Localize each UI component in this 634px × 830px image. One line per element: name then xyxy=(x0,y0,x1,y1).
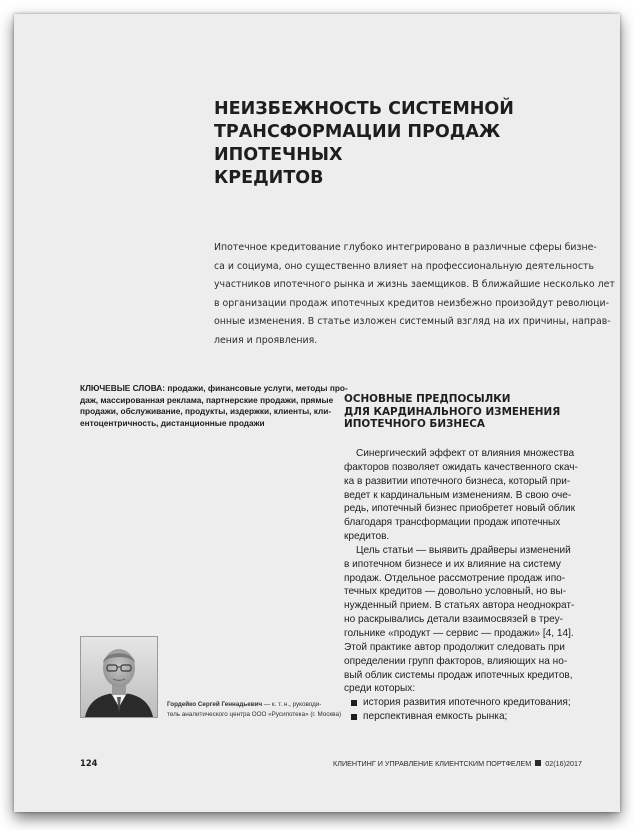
author-photo xyxy=(80,636,158,718)
paragraph-2-line: продаж. Отдельное рассмотрение продаж ипо- xyxy=(344,572,566,584)
running-footer xyxy=(333,759,582,768)
author-name: Гордейко Сергей Геннадьевич xyxy=(167,701,263,708)
article-body xyxy=(344,447,606,724)
bullet-list xyxy=(344,696,606,724)
author-caption xyxy=(167,700,342,719)
bullet-text: перспективная емкость рынка; xyxy=(363,711,508,723)
issue-number: 02(16)2017 xyxy=(545,759,582,768)
paragraph-1-line: ка в развитии ипотечного бизнеса, который при- xyxy=(344,475,571,487)
paragraph-1-line: Синергический эффект от влияния множества xyxy=(356,448,575,459)
paragraph-2-line: в ипотечном бизнесе и их влияние на систему xyxy=(344,558,561,570)
keywords-line: продажи, обслуживание, продукты, издержки, клиенты, кли- xyxy=(80,406,332,417)
lead-line: Ипотечное кредитование глубоко интегрировано в различные сферы бизне- xyxy=(214,242,597,253)
section-heading-line: ОСНОВНЫЕ ПРЕДПОСЫЛКИ xyxy=(344,393,511,405)
section-heading-line: ДЛЯ КАРДИНАЛЬНОГО ИЗМЕНЕНИЯ xyxy=(344,405,561,418)
paragraph-2-line: определении групп факторов, влияющих на но- xyxy=(344,655,568,667)
keywords-block xyxy=(80,383,348,429)
paragraph-1-line: кредитов. xyxy=(344,531,390,543)
bullet-item xyxy=(344,696,606,710)
paragraph-1-line: благодаря трансформации продаж ипотечных xyxy=(344,517,561,529)
paragraph-1-line: редь, ипотечный бизнес приобретет новый облик xyxy=(344,503,576,515)
bullet-item xyxy=(344,710,606,724)
page-number: 124 xyxy=(80,758,98,768)
square-bullet-icon xyxy=(351,714,357,720)
paragraph-2-line: Этой практике автор продолжит следовать при xyxy=(344,641,565,653)
lead-line: участников ипотечного рынка и жизнь заемщиков. В ближайшие несколько лет xyxy=(214,279,615,291)
author-caption-line xyxy=(167,700,342,710)
section-heading xyxy=(344,393,604,431)
title-line: КРЕДИТОВ xyxy=(214,168,324,188)
paragraph-2-line: среди которых: xyxy=(344,683,416,695)
paragraph-2-line: но раскрывались детали взаимосвязей в треу- xyxy=(344,614,564,626)
paragraph-2-line: Цель статьи — выявить драйверы изменений xyxy=(356,544,571,556)
lead-line: са и социума, оно существенно влияет на профессиональную деятельность xyxy=(214,260,595,272)
bullet-text: история развития ипотечного кредитования; xyxy=(363,697,571,709)
paragraph-2-line: нужденный прием. В статьях автора неоднократ- xyxy=(344,600,575,612)
article-title xyxy=(214,98,594,190)
author-degree: — к. т. н., руководи- xyxy=(262,701,322,708)
paragraph-2-line: вый облик системы продаж ипотечных кредитов, xyxy=(344,669,573,681)
lead-line: онные изменения. В статье изложен системный взгляд на их причины, направ- xyxy=(214,316,611,328)
article-lead xyxy=(214,239,615,351)
title-line: ТРАНСФОРМАЦИИ ПРОДАЖ ИПОТЕЧНЫХ xyxy=(214,122,501,165)
lead-line: в организации продаж ипотечных кредитов неизбежно произойдут революци- xyxy=(214,297,610,309)
keywords-line: ентоцентричность, дистанционные продажи xyxy=(80,417,265,428)
keywords-line: КЛЮЧЕВЫЕ СЛОВА: продажи, финансовые услуги, методы про- xyxy=(80,383,348,393)
square-bullet-icon xyxy=(351,700,357,706)
square-separator-icon xyxy=(535,760,541,766)
paragraph-1-line: ведет к кардинальным изменениям. В свою оче- xyxy=(344,489,572,501)
title-line: НЕИЗБЕЖНОСТЬ СИСТЕМНОЙ xyxy=(214,99,514,119)
document-page xyxy=(14,14,620,812)
journal-title: КЛИЕНТИНГ И УПРАВЛЕНИЕ КЛИЕНТСКИМ ПОРТФЕЛЕМ xyxy=(333,759,532,768)
author-affiliation: тель аналитического центра ООО «Русипотека» (г. Москва) xyxy=(167,710,342,718)
paragraph-2-line: гольнике «продукт — сервис — продажи» [4, 14]. xyxy=(344,627,574,639)
lead-line: ления и проявления. xyxy=(214,334,318,346)
keywords-line: даж, массированная реклама, партнерские продажи, прямые xyxy=(80,394,334,405)
paragraph-2-line: течных кредитов — довольно условный, но вы- xyxy=(344,586,567,598)
section-heading-line: ИПОТЕЧНОГО БИЗНЕСА xyxy=(344,418,485,431)
paragraph-1-line: факторов позволяет ожидать качественного скач- xyxy=(344,461,578,473)
